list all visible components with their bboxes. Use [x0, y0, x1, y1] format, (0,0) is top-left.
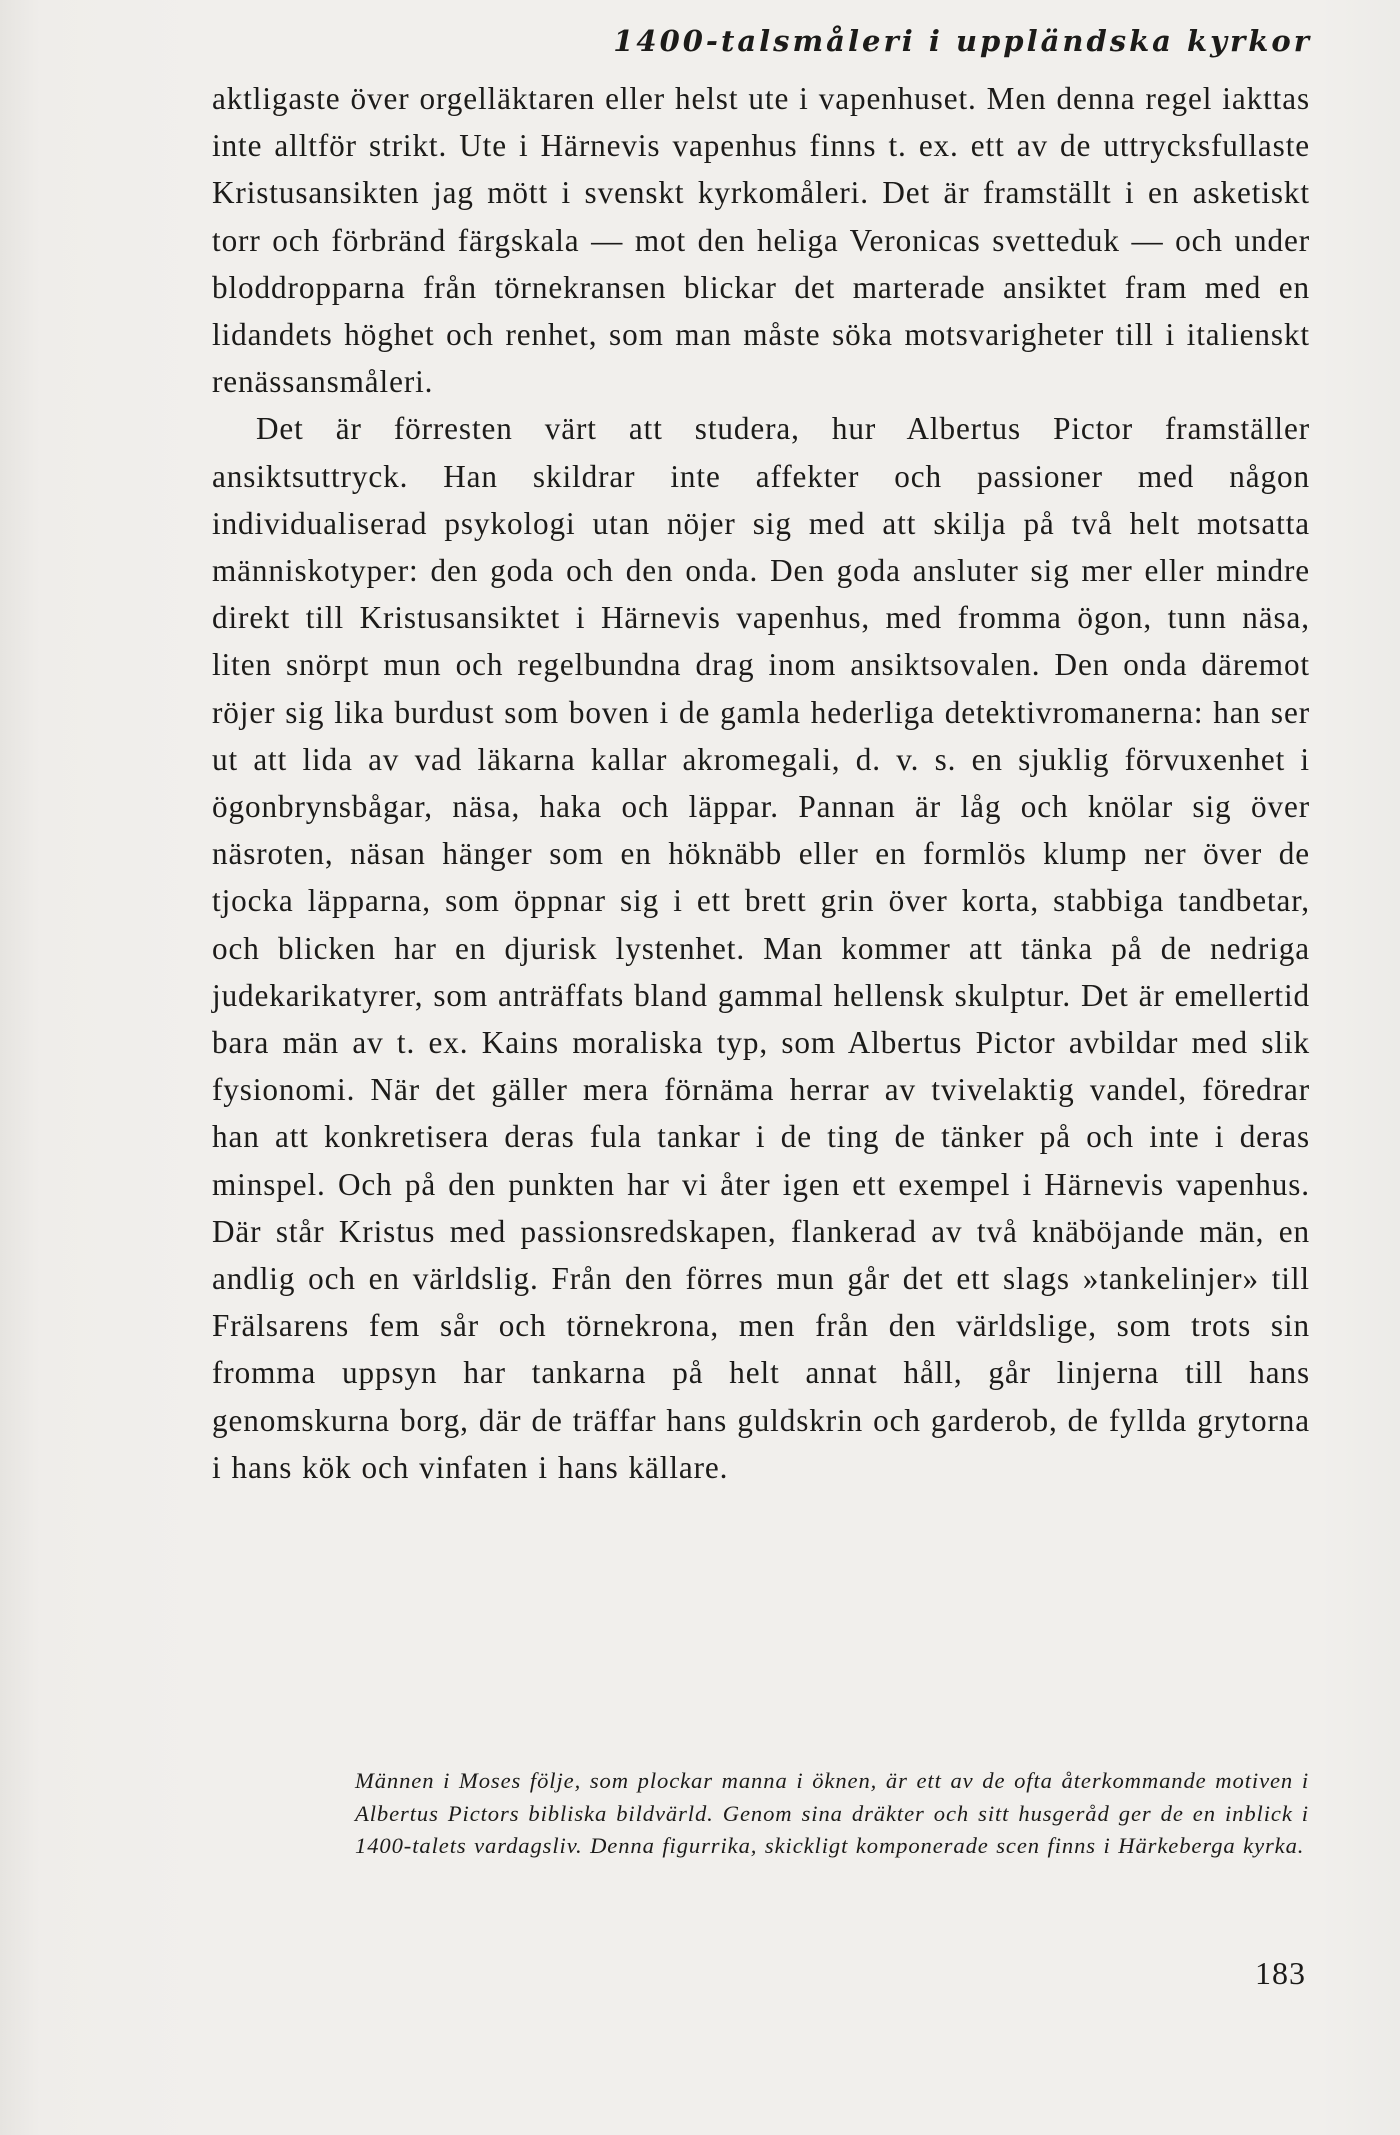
running-head: 1400-talsmåleri i uppländska kyrkor: [613, 24, 1312, 58]
image-caption: [355, 1765, 1309, 1863]
caption-text: Männen i Moses följe, som plockar manna i öknen, är ett av de ofta återkommande motiven i Albertus Pictors bibliska bildvärld. Genom sina dräkter och sitt husgeråd ger de en inblick i 1400-talets vardagsliv. Denna figurrika, skickligt komponerade scen finns i Härkeberga kyrka.: [355, 1768, 1309, 1859]
body-text: [212, 75, 1310, 1491]
page-number: 183: [1255, 1955, 1306, 1991]
paragraph-albertus-pictor: Det är förresten värt att studera, hur Albertus Pictor framställer ansiktsuttryck. Han skildrar inte affekter och passioner med någon individualiserad psykologi utan nöjer sig med att skilja på två helt motsatta människotyper: den goda och den onda. Den goda ansluter sig mer eller mindre direkt till Kristusansiktet i Härnevis vapenhus, med fromma ögon, tunn näsa, liten snörpt mun och regelbundna drag inom ansiktsovalen. Den onda däremot röjer sig lika burdust som boven i de gamla hederliga detektivromanerna: han ser ut att lida av vad läkarna kallar akromegali, d. v. s. en sjuklig förvuxenhet i ögonbrynsbågar, näsa, haka och läppar. Pannan är låg och knölar sig över näsroten, näsan hänger som en höknäbb eller en formlös klump ner över de tjocka läpparna, som öppnar sig i ett brett grin över korta, stabbiga tandbetar, och blicken har en djurisk lystenhet. Man kommer att tänka på de nedriga judekarikatyrer, som anträffats bland gammal hellensk skulptur. Det är emellertid bara män av t. ex. Kains moraliska typ, som Albertus Pictor avbildar med slik fysionomi. När det gäller mera förnäma herrar av tvivelaktig vandel, föredrar han att konkretisera deras fula tankar i de ting de tänker på och inte i deras minspel. Och på den punkten har vi åter igen ett exempel i Härnevis vapenhus. Där står Kristus med passionsredskapen, flankerad av två knäböjande män, en andlig och en världslig. Från den förres mun går det ett slags »tankelinjer» till Frälsarens fem sår och törnekrona, men från den världslige, som trots sin fromma uppsyn har tankarna på helt annat håll, går linjerna till hans genomskurna borg, där de träffar hans guldskrin och garderob, de fyllda grytorna i hans kök och vinfaten i hans källare.: [212, 411, 1310, 1485]
paragraph-continued: aktligaste över orgelläktaren eller helst ute i vapenhuset. Men denna regel iakttas inte alltför strikt. Ute i Härnevis vapenhus finns t. ex. ett av de uttrycksfullaste Kristusansikten jag mött i svenskt kyrkomåleri. Det är framställt i en asketiskt torr och förbränd färgskala — mot den heliga Veronicas svetteduk — och under bloddropparna från törnekransen blickar det marterade ansiktet fram med en lidandets höghet och renhet, som man måste söka motsvarigheter till i italienskt renässansmåleri.: [212, 81, 1310, 400]
